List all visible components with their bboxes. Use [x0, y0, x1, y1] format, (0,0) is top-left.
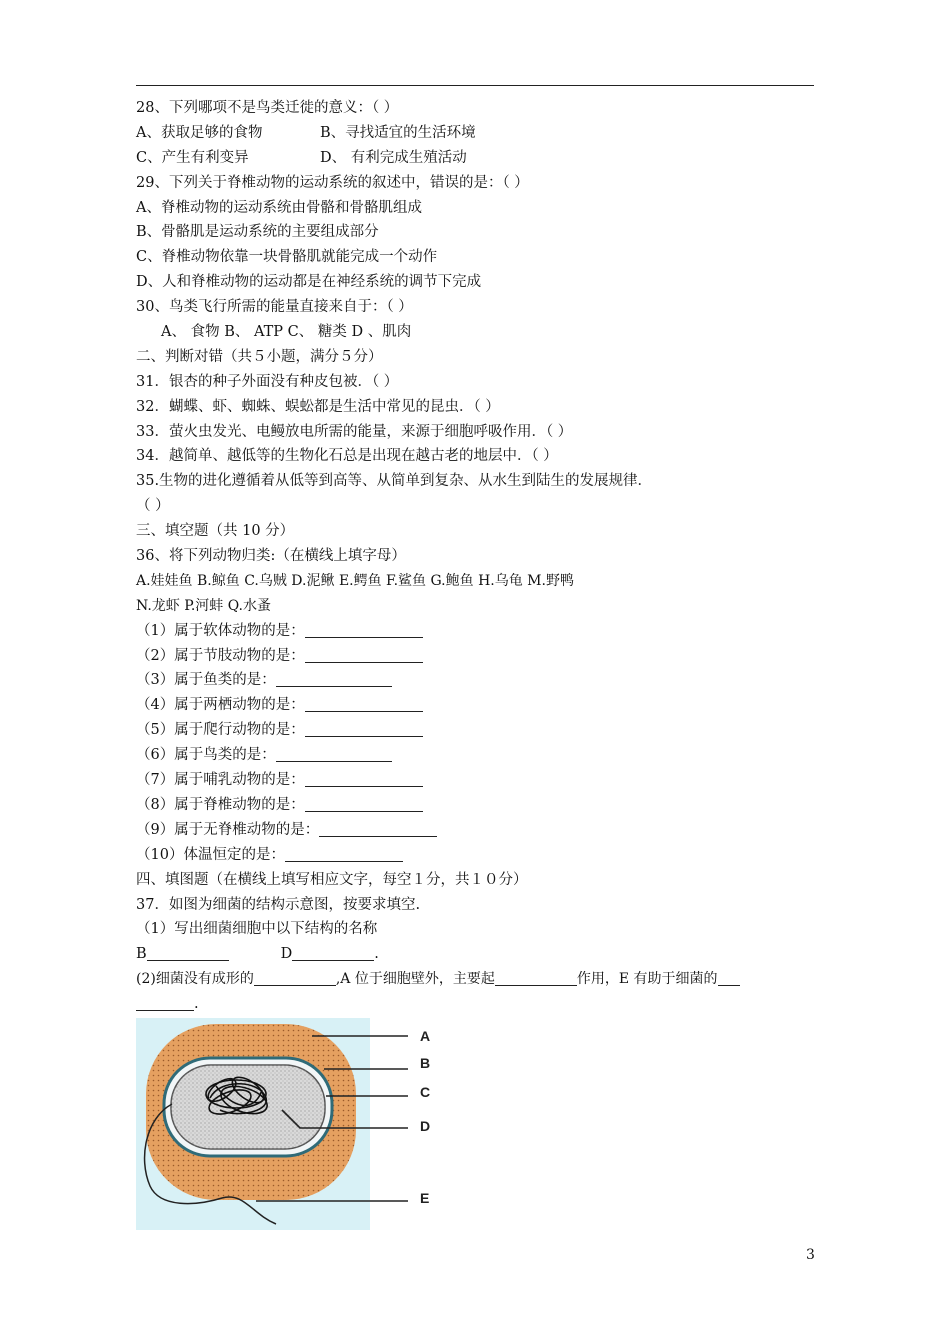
q29-stem: 29、下列关于脊椎动物的运动系统的叙述中，错误的是：（ ） [136, 174, 529, 191]
answer-blank[interactable] [305, 795, 423, 812]
page-number: 3 [806, 1247, 815, 1263]
q28-option-c: C、产生有利变异 [136, 149, 249, 166]
q30-stem: 30、鸟类飞行所需的能量直接来自于：（ ） [136, 299, 413, 316]
q36-item-5: （5）属于爬行动物的是： [136, 718, 816, 743]
answer-blank[interactable] [285, 845, 403, 862]
q29-option-c: C、脊椎动物依靠一块骨骼肌就能完成一个动作 [136, 249, 438, 266]
section4-heading: 四、填图题（在横线上填写相应文字，每空１分，共１０分） [136, 871, 528, 888]
q28-options-row1 [136, 121, 816, 146]
q33: 33．萤火虫发光、电鳗放电所需的能量，来源于细胞呼吸作用．（ ） [136, 423, 573, 440]
q30-options: A、 食物 B、 ATP C、 糖类 D 、肌肉 [161, 324, 412, 341]
label-d: D [420, 1118, 431, 1134]
q29-option-a: A、脊椎动物的运动系统由骨骼和骨骼肌组成 [136, 199, 422, 216]
q37-stem: 37．如图为细菌的结构示意图，按要求填空. [136, 896, 421, 913]
q36-item-7: （7）属于哺乳动物的是： [136, 768, 816, 793]
label-e: E [420, 1190, 430, 1206]
answer-blank[interactable] [319, 820, 437, 837]
header-rule [136, 85, 814, 86]
q37-sub2: (2)细菌没有成形的 ,A 位于细胞壁外，主要起 作用，E 有助于细菌的 [136, 967, 816, 992]
answer-blank-b[interactable] [147, 944, 229, 961]
page-content [136, 96, 816, 1017]
q34: 34．越简单、越低等的生物化石总是出现在越古老的地层中．（ ） [136, 448, 558, 465]
q28-option-b: B、寻找适宜的生活环境 [320, 124, 476, 141]
answer-blank-function[interactable] [495, 969, 577, 986]
q29-option-b: B、骨骼肌是运动系统的主要组成部分 [136, 224, 379, 241]
q36-animals-row2: N.龙虾 P.河蚌 Q.水蚤 [136, 597, 271, 614]
q36-item-8: （8）属于脊椎动物的是： [136, 793, 816, 818]
q31: 31．银杏的种子外面没有种皮包被．（ ） [136, 373, 399, 390]
answer-blank[interactable] [305, 720, 423, 737]
q36-item-6: （6）属于鸟类的是： [136, 743, 816, 768]
q36-item-1: （1）属于软体动物的是： [136, 619, 816, 644]
section2-heading: 二、判断对错（共５小题，满分５分） [136, 348, 383, 365]
bacteria-diagram-svg [136, 1018, 436, 1230]
q37-sub2-continued: . [136, 992, 816, 1017]
answer-blank[interactable] [305, 770, 423, 787]
q36-item-4: （4）属于两栖动物的是： [136, 693, 816, 718]
answer-blank-d[interactable] [292, 944, 374, 961]
q36-item-2: （2）属于节肢动物的是： [136, 644, 816, 669]
answer-blank-flagellum-end[interactable] [136, 994, 194, 1011]
q37-sub1-blanks: B D . [136, 946, 379, 963]
q32: 32．蝴蝶、虾、蜘蛛、蜈蚣都是生活中常见的昆虫．（ ） [136, 398, 500, 415]
answer-blank[interactable] [305, 695, 423, 712]
answer-blank[interactable] [276, 670, 392, 687]
q28-option-d: D、 有利完成生殖活动 [320, 149, 467, 166]
label-b: B [420, 1055, 431, 1071]
answer-blank-nucleus[interactable] [254, 969, 336, 986]
q35: 35.生物的进化遵循着从低等到高等、从简单到复杂、从水生到陆生的发展规律． [136, 473, 653, 490]
q28-options-row2 [136, 146, 816, 171]
q35-answer-paren: （ ） [136, 498, 170, 515]
answer-blank[interactable] [305, 646, 423, 663]
answer-blank[interactable] [305, 621, 423, 638]
label-a: A [420, 1028, 431, 1044]
label-c: C [420, 1084, 431, 1100]
answer-blank-flagellum-start[interactable] [718, 969, 740, 986]
q36-stem: 36、将下列动物归类:（在横线上填字母） [136, 548, 406, 565]
q36-item-9: （9）属于无脊椎动物的是： [136, 818, 816, 843]
q29-option-d: D、人和脊椎动物的运动都是在神经系统的调节下完成 [136, 274, 482, 291]
q36-animals-row1: A.娃娃鱼 B.鲸鱼 C.乌贼 D.泥鳅 E.鳄鱼 F.鲨鱼 G.鲍鱼 H.乌龟 M.野鸭 [136, 572, 574, 589]
answer-blank[interactable] [276, 745, 392, 762]
q28-stem: 28、下列哪项不是鸟类迁徙的意义：（ ） [136, 100, 399, 116]
q37-sub1: （1）写出细菌细胞中以下结构的名称 [136, 921, 378, 938]
bacteria-structure-diagram [136, 1018, 436, 1230]
q36-item-3: （3）属于鱼类的是： [136, 668, 816, 693]
q28-option-a: A、获取足够的食物 [136, 124, 263, 141]
section3-heading: 三、填空题（共 10 分） [136, 523, 295, 540]
q36-item-10: （10）体温恒定的是： [136, 843, 816, 868]
